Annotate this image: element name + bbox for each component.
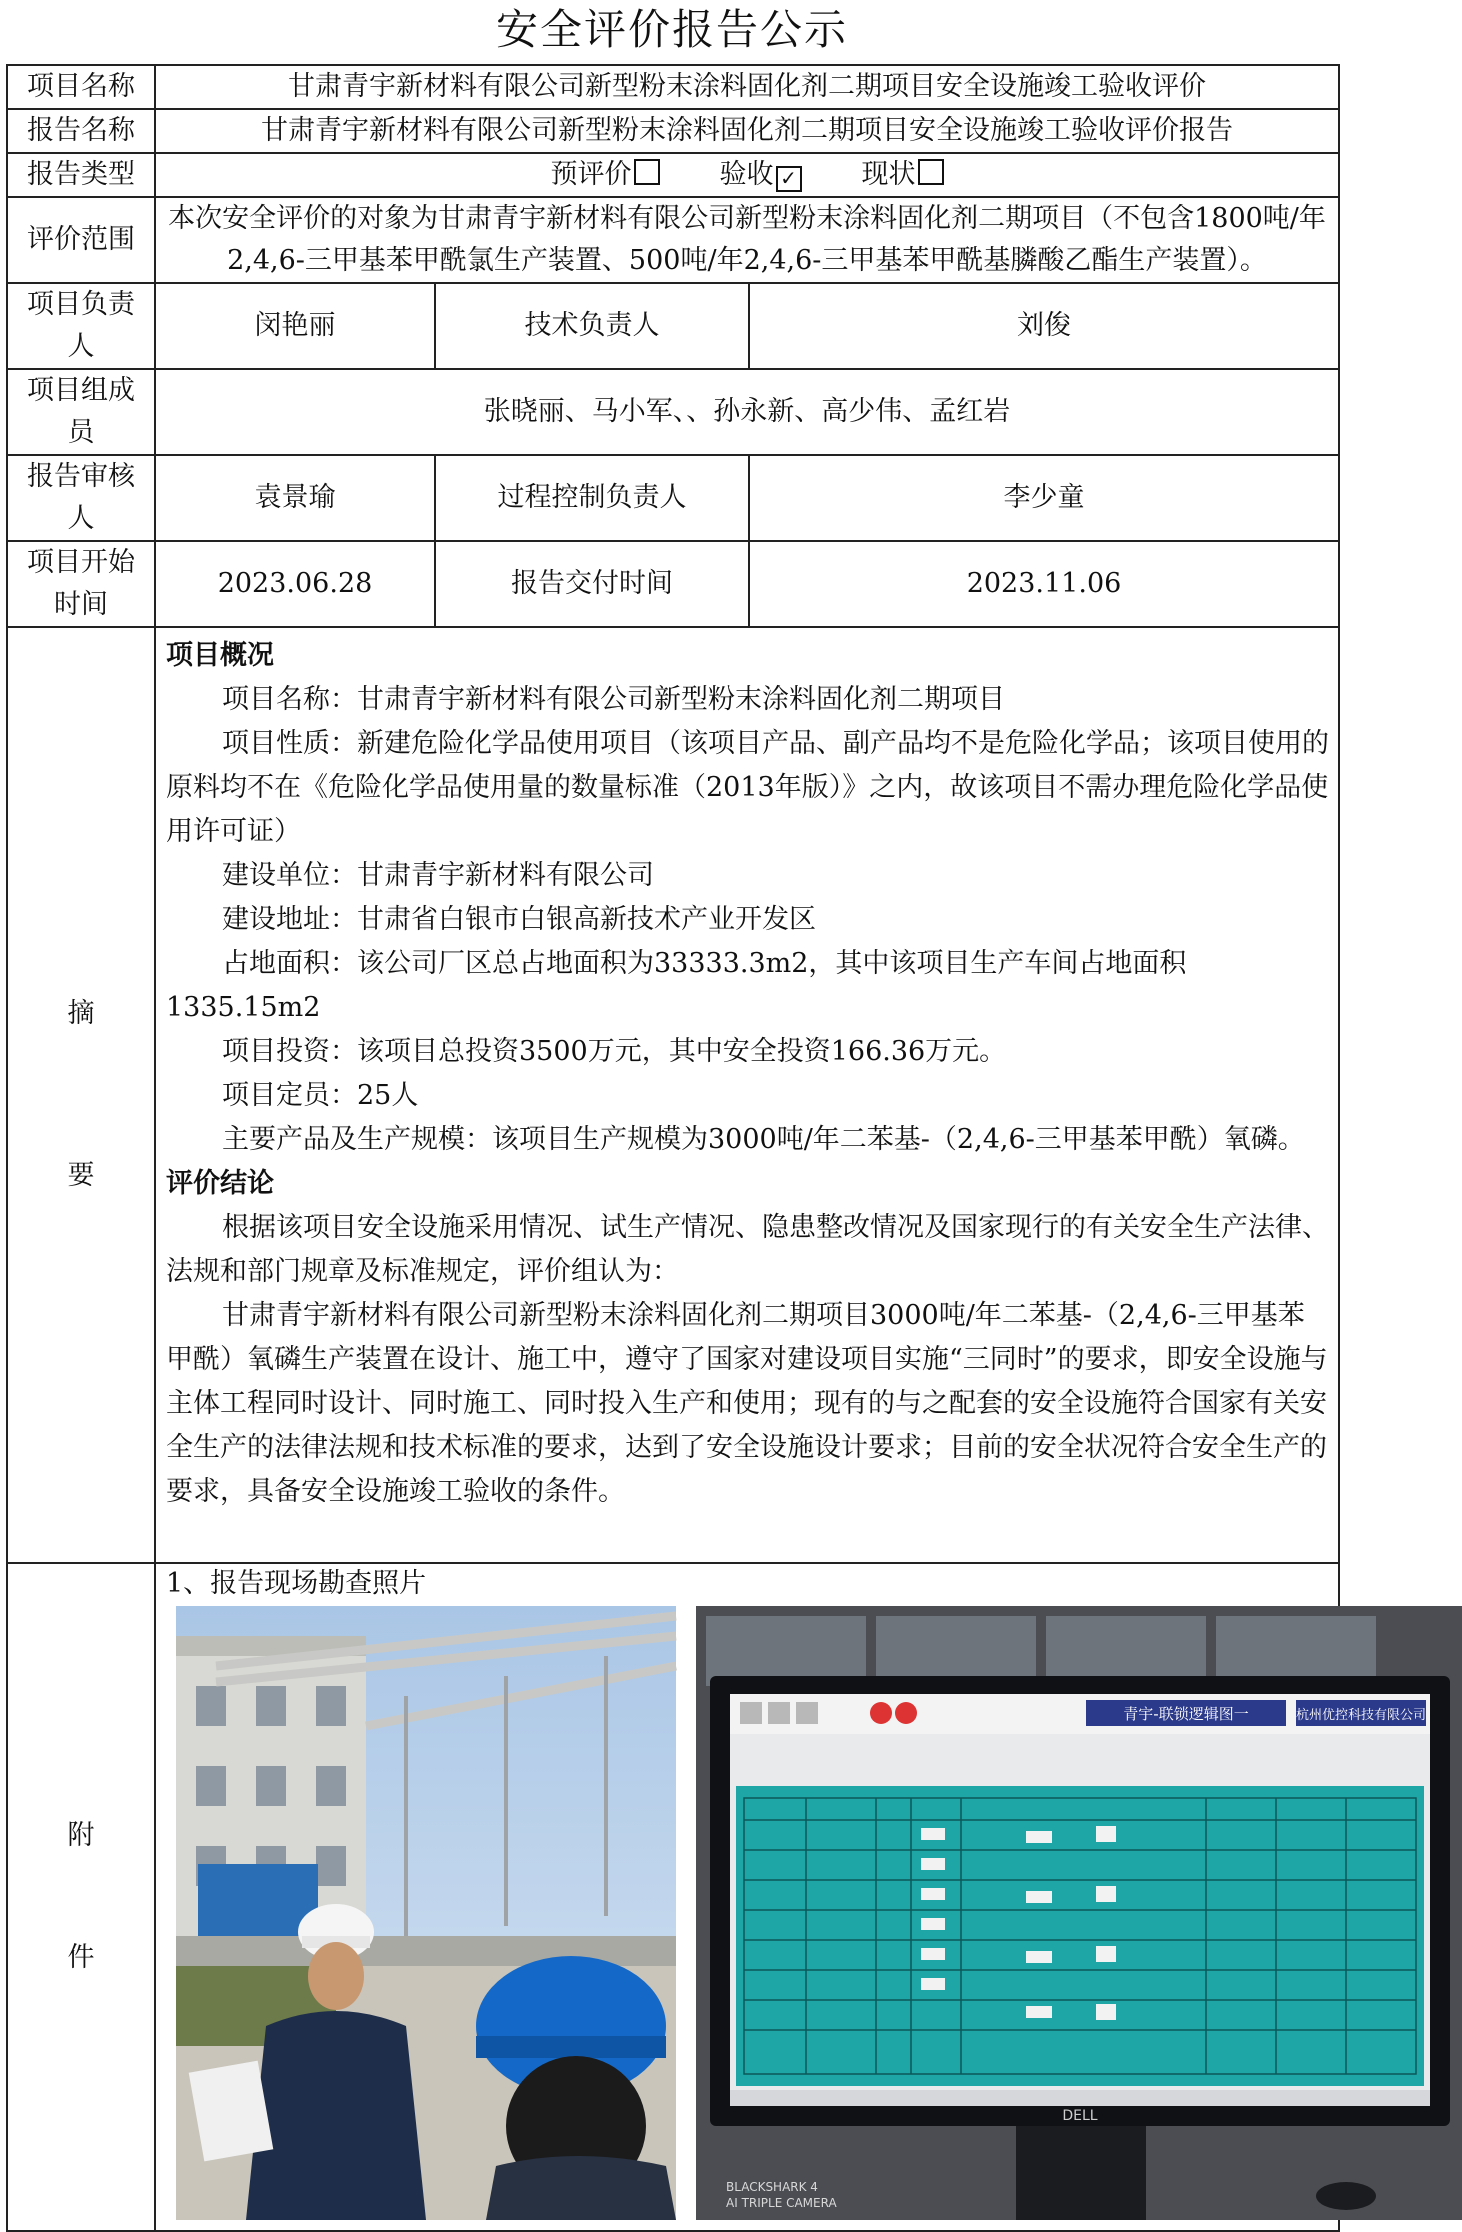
tech-leader-label: 技术负责人 — [435, 283, 749, 369]
option-pre-evaluation[interactable]: 预评价 — [551, 154, 660, 196]
row-leader — [7, 283, 1339, 369]
option-acceptance[interactable]: 验收 ✓ — [720, 154, 802, 196]
attachment-title: 1、报告现场勘查照片 — [166, 1568, 427, 1599]
option-current-status[interactable]: 现状 — [862, 154, 944, 196]
process-control-label: 过程控制负责人 — [435, 455, 749, 541]
row-scope — [7, 197, 1339, 283]
row-members — [7, 369, 1339, 455]
report-type-label: 报告类型 — [7, 153, 155, 197]
row-report-name — [7, 109, 1339, 153]
overview-line: 建设单位：甘肃青宇新材料有限公司 — [222, 860, 654, 891]
overview-line: 建设地址：甘肃省白银市白银高新技术产业开发区 — [222, 904, 816, 935]
start-date-value: 2023.06.28 — [155, 541, 435, 627]
leader-label: 项目负责人 — [7, 283, 155, 369]
scope-label: 评价范围 — [7, 197, 155, 283]
site-photo — [176, 1606, 676, 2220]
tech-leader-value: 刘俊 — [749, 283, 1339, 369]
overview-line: 占地面积：该公司厂区总占地面积为33333.3m2，其中该项目生产车间占地面积1335.15m2 — [166, 948, 1187, 1023]
conclusion-heading: 评价结论 — [166, 1168, 274, 1199]
report-name-value: 甘肃青宇新材料有限公司新型粉末涂料固化剂二期项目安全设施竣工验收评价报告 — [155, 109, 1339, 153]
reviewer-value: 袁景瑜 — [155, 455, 435, 541]
project-name-value: 甘肃青宇新材料有限公司新型粉末涂料固化剂二期项目安全设施竣工验收评价 — [155, 65, 1339, 109]
conclusion-line: 甘肃青宇新材料有限公司新型粉末涂料固化剂二期项目3000吨/年二苯基-（2,4,6-三甲基苯甲酰）氧磷生产装置在设计、施工中，遵守了国家对建设项目实施“三同时”的要求，即安全设施与主体工程同时设计、同时施工、同时投入生产和使用；现有的与之配套的安全设施符合国家有关安全生产的法律法规和技术标准的要求，达到了安全设施设计要求；目前的安全状况符合安全生产的要求，具备安全设施竣工验收的条件。 — [166, 1300, 1328, 1507]
control-monitor-photo — [696, 1606, 1462, 2220]
monitor-brand: DELL — [1062, 2108, 1098, 2124]
attachment-label: 附 件 — [7, 1563, 155, 2231]
row-reviewer — [7, 455, 1339, 541]
row-attachment — [7, 1563, 1339, 2231]
screen-title: 青宇-联锁逻辑图一 — [1123, 1705, 1249, 1723]
members-label: 项目组成员 — [7, 369, 155, 455]
checkbox-checked-icon[interactable]: ✓ — [776, 166, 802, 192]
conclusion-line: 根据该项目安全设施采用情况、试生产情况、隐患整改情况及国家现行的有关安全生产法律、法规和部门规章及标准规定，评价组认为： — [166, 1212, 1329, 1287]
overview-line: 主要产品及生产规模：该项目生产规模为3000吨/年二苯基-（2,4,6-三甲基苯甲酰）氧磷。 — [222, 1124, 1305, 1155]
overview-heading: 项目概况 — [166, 640, 274, 671]
process-control-value: 李少童 — [749, 455, 1339, 541]
control-monitor-image — [696, 1606, 1462, 2220]
overview-line: 项目性质：新建危险化学品使用项目（该项目产品、副产品均不是危险化学品；该项目使用的原料均不在《危险化学品使用量的数量标准（2013年版）》之内，故该项目不需办理危险化学品使用许可证） — [166, 728, 1329, 847]
reviewer-label: 报告审核人 — [7, 455, 155, 541]
row-dates — [7, 541, 1339, 627]
members-value: 张晓丽、马小军、、孙永新、高少伟、孟红岩 — [155, 369, 1339, 455]
screen-company: 杭州优控科技有限公司 — [1295, 1708, 1427, 1723]
overview-line: 项目名称：甘肃青宇新材料有限公司新型粉末涂料固化剂二期项目 — [222, 684, 1005, 715]
leader-value: 闵艳丽 — [155, 283, 435, 369]
checkbox-unchecked-icon[interactable] — [634, 159, 660, 185]
attachment-content — [155, 1563, 1427, 2231]
row-summary — [7, 627, 1339, 1563]
overview-line: 项目投资：该项目总投资3500万元，其中安全投资166.36万元。 — [222, 1036, 1007, 1067]
site-photo-image — [176, 1606, 676, 2220]
overview-line: 项目定员：25人 — [222, 1080, 419, 1111]
start-date-label: 项目开始时间 — [7, 541, 155, 627]
report-name-label: 报告名称 — [7, 109, 155, 153]
page-title: 安全评价报告公示 — [495, 5, 848, 54]
checkbox-unchecked-icon[interactable] — [918, 159, 944, 185]
camera-watermark-2: AI TRIPLE CAMERA — [726, 2196, 837, 2210]
report-table — [6, 64, 1427, 2232]
row-report-type — [7, 153, 1339, 197]
delivery-date-label: 报告交付时间 — [435, 541, 749, 627]
summary-content — [155, 627, 1339, 1563]
report-type-options — [155, 153, 1339, 197]
project-name-label: 项目名称 — [7, 65, 155, 109]
scope-value: 本次安全评价的对象为甘肃青宇新材料有限公司新型粉末涂料固化剂二期项目（不包含1800吨/年2,4,6-三甲基苯甲酰氯生产装置、500吨/年2,4,6-三甲基苯甲酰基膦酸乙酯生产装置）。 — [155, 197, 1339, 283]
summary-label: 摘 要 — [7, 627, 155, 1563]
row-project-name — [7, 65, 1339, 109]
delivery-date-value: 2023.11.06 — [749, 541, 1339, 627]
camera-watermark-1: BLACKSHARK 4 — [726, 2180, 818, 2194]
